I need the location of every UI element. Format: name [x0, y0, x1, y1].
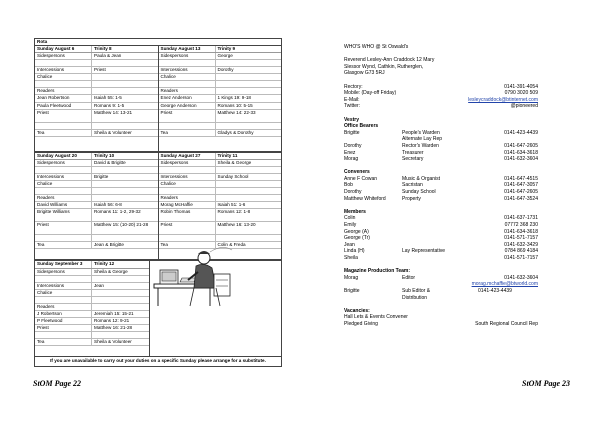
conveners-heading: Conveners: [344, 169, 370, 176]
member-row: George (A) 0141-634-3618: [344, 228, 538, 235]
rota-row: Sidespersons Sheila & George: [159, 160, 282, 167]
members-heading: Members: [344, 208, 366, 215]
rota-week-header: Sunday August 13 Trinity 9: [159, 46, 282, 53]
rota-row: Readers: [35, 195, 158, 202]
rota-block: [35, 46, 281, 153]
vacancy-item: South Regional Council Rep: [475, 320, 538, 327]
vestry-heading: Vestry: [344, 116, 360, 123]
rota-row: [35, 297, 149, 304]
rota-row: [35, 123, 158, 130]
rota-row: Tea Gladys & Dorothy: [159, 130, 282, 137]
rota-row: [159, 60, 282, 67]
rector-address-line: Glasgow G73 5RJ: [344, 70, 385, 77]
vacancy-item: Hall Lets & Events Convener: [344, 314, 408, 321]
rota-week-header: Sunday September 3 Trinity 12: [35, 261, 149, 268]
rota-row: [35, 167, 158, 174]
page-number-left: StOM Page 22: [33, 379, 81, 388]
rota-week-header: Sunday August 6 Trinity 8: [35, 46, 158, 53]
rota-week-column: [35, 46, 159, 152]
member-row: Sheila 0141-571-7157: [344, 255, 538, 261]
convener-row: Anne F Cowan Music & Organist 0141-647-4515: [344, 175, 538, 182]
rota-row: [159, 123, 282, 130]
rota-row: Robin Thomas Romans 12: 1-8: [159, 209, 282, 222]
rota-row: Tea Jean & Brigitte: [35, 242, 158, 249]
rota-week-column: [159, 46, 282, 152]
volunteer-cartoon-illustration: [150, 244, 238, 308]
office-bearers-heading: Office Bearers: [344, 123, 379, 130]
office-bearer-row: Alternate Lay Rep: [402, 136, 443, 143]
rota-row: Chalice: [35, 181, 158, 188]
convener-row: Bob Sacristan 0141-647-3057: [344, 182, 538, 189]
rota-row: J Robertson Jeremiah 15: 15-21: [35, 311, 149, 318]
rota-row: Intercessions Brigitte: [35, 174, 158, 181]
whos-who-title: WHO'S WHO @ St Oswald's: [344, 44, 409, 50]
rota-row: Brigitte Williams Romans 11: 1-2, 29-32: [35, 209, 158, 222]
rota-row: [159, 188, 282, 195]
convener-row: Dorothy Sunday School 0141-647-2605: [344, 189, 538, 196]
contact-rectory: Rectory: 0141-391-4054: [344, 83, 538, 90]
office-bearer-row: Brigitte People's Warden 0141-423-4439: [344, 129, 538, 136]
rota-row: [35, 332, 149, 339]
rota-row: [35, 60, 158, 67]
member-row: Emily 07772 368 230: [344, 222, 538, 229]
rota-row: Chalice: [159, 74, 282, 81]
vacancy-item: Pledged Giving: [344, 320, 378, 327]
rota-row: Sidespersons David & Brigitte: [35, 160, 158, 167]
magazine-editor-row: Morag Editor 0141-632-3604: [344, 274, 538, 281]
office-bearer-row: Dorothy Rector's Warden 0141-647-2605: [344, 142, 538, 149]
contact-mobile: Mobile: (Day-off Friday) 0790 3020 509: [344, 90, 538, 97]
rota-row: Chalice: [159, 181, 282, 188]
rota-row: [159, 235, 282, 242]
rota-row: Jean Robertson Isaiah 55: 1-5: [35, 95, 158, 102]
rota-row: Morag McHaffie Isaiah 51: 1-6: [159, 202, 282, 209]
magazine-team-heading: Magazine Production Team:: [344, 268, 411, 275]
page-number-right: StOM Page 23: [522, 379, 570, 388]
rota-row: Sidespersons Paula & Jean: [35, 53, 158, 60]
member-row: George (Tr) 0141-571-7157: [344, 235, 538, 242]
rota-week-column: [35, 261, 150, 356]
convener-row: Matthew Whiteford Property 0141-647-3524: [344, 195, 538, 202]
contact-twitter: Twitter: @pioneered: [344, 103, 538, 110]
rota-row: Intercessions Sunday School: [159, 174, 282, 181]
rector-address-line: Slessor Wynd, Cathkin, Rutherglen,: [344, 63, 424, 70]
rota-row: Intercessions Jean: [35, 283, 149, 290]
rota-row: Readers: [35, 304, 149, 311]
rota-row: Readers: [159, 88, 282, 95]
office-bearer-row: Enez Treasurer 0141-634-3618: [344, 149, 538, 156]
member-row: Jean 0141-632-3429: [344, 241, 538, 248]
rota-row: [35, 81, 158, 88]
email-link[interactable]: lesleycraddock@btinternet.com: [468, 96, 538, 103]
office-bearer-row: Morag Secretary 0141-632-3604: [344, 156, 538, 163]
rota-row: [35, 235, 158, 242]
rota-title: Rota: [35, 39, 281, 46]
rota-row: Intercessions Priest: [35, 67, 158, 74]
rota-week-header: Sunday August 27 Trinity 11: [159, 153, 282, 160]
rota-row: Tea Colin & Freda: [159, 242, 282, 249]
whos-who-section: [344, 44, 538, 328]
editor-email-link[interactable]: morag.mchaffie@btworld.com: [471, 281, 538, 288]
contact-email: E-Mail: lesleycraddock@btinternet.com: [344, 96, 538, 103]
rota-row: Priest Matthew 14: 22-33: [159, 110, 282, 123]
vacancies-heading: Vacancies:: [344, 307, 370, 314]
rota-row: Sidespersons Sheila & George: [35, 269, 149, 276]
rota-row: [159, 167, 282, 174]
rota-row: Sidespersons George: [159, 53, 282, 60]
member-row: Linda (H) Lay Representative 0784 869 4184: [344, 248, 538, 255]
rota-row: Priest Matthew 16: 21-28: [35, 325, 149, 332]
rota-row: George Anderson Romans 10: 5-15: [159, 103, 282, 110]
rota-row: Paula Fleetwood Romans 9: 1-5: [35, 103, 158, 110]
rota-substitute-note: If you are unavailable to carry out your duties on a specific Sunday please arrange for a substitute.: [35, 356, 281, 366]
rota-week-header: Sunday August 20 Trinity 10: [35, 153, 158, 160]
vacancy-row: [344, 321, 538, 328]
rector-address-line: Reverend Lesley-Ann Craddock 12 Mary: [344, 57, 435, 64]
member-row: Colin 0141-637-1731: [344, 215, 538, 222]
magazine-editor-email-row: [344, 281, 538, 288]
rota-table: [34, 38, 282, 367]
rota-spacer: [35, 346, 149, 356]
rota-row: Enez Anderson 1 Kings 19: 9-18: [159, 95, 282, 102]
rota-row: Readers: [159, 195, 282, 202]
rota-row: Tea Sheila & Volunteer: [35, 339, 149, 346]
rota-row: [159, 81, 282, 88]
rota-row: [35, 276, 149, 283]
rota-row: Chalice: [35, 74, 158, 81]
rota-spacer: [35, 137, 158, 152]
rota-row: Intercessions Dorothy: [159, 67, 282, 74]
rota-row: P Fleetwood Romans 12: 9-21: [35, 318, 149, 325]
rota-row: [35, 188, 158, 195]
rota-row: Priest Matthew 15: (10-20) 21-28: [35, 222, 158, 235]
rota-row: Chalice: [35, 290, 149, 297]
rota-week-column: [35, 153, 159, 261]
rota-row: Readers: [35, 88, 158, 95]
rota-spacer: [35, 249, 158, 260]
magazine-subeditor-row: Brigitte Sub Editor & 0141-423-4439: [344, 287, 512, 294]
magazine-subeditor-row-2: Distribution: [402, 294, 428, 301]
rota-row: Priest Matthew 14: 13-21: [35, 110, 158, 123]
rota-row: Priest Matthew 16: 13-20: [159, 222, 282, 235]
rota-spacer: [159, 137, 282, 152]
rota-row: David Williams Isaiah 56: 6-8: [35, 202, 158, 209]
rota-row: Tea Sheila & Volunteer: [35, 130, 158, 137]
